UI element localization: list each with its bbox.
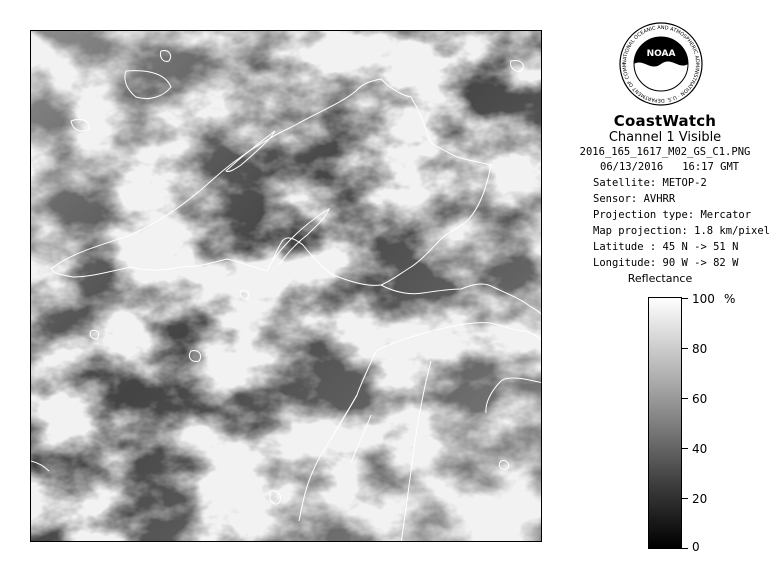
colorbar-tick	[682, 448, 688, 449]
acquisition-date: 06/13/2016	[600, 161, 664, 173]
image-filename: 2016_165_1617_M02_GS_C1.PNG	[579, 146, 751, 158]
projection-type-line: Projection type: Mercator	[593, 209, 752, 221]
colorbar-unit: %	[724, 292, 736, 306]
colorbar-tick-label: 20	[692, 492, 708, 506]
colorbar-tick	[682, 498, 688, 499]
satellite-line: Satellite: METOP-2	[593, 177, 707, 189]
colorbar-tick	[682, 298, 688, 299]
satellite-image-icon	[31, 31, 542, 542]
sensor-line: Sensor: AVHRR	[593, 193, 676, 205]
logo-text: NOAA	[646, 49, 676, 59]
logo-ring-text: NATIONAL OCEANIC AND ATMOSPHERIC ADMINISTRATION · U.S. DEPARTMENT OF COMM	[621, 24, 701, 104]
cloud-layer	[31, 31, 542, 542]
reflectance-colorbar	[648, 297, 682, 549]
longitude-line: Longitude: 90 W -> 82 W	[593, 257, 739, 269]
noaa-logo-icon	[619, 22, 703, 106]
acquisition-datetime	[600, 161, 739, 173]
channel-subtitle: Channel 1 Visible	[608, 130, 722, 145]
colorbar-tick-label: 100	[692, 292, 715, 306]
acquisition-time: 16:17 GMT	[682, 161, 740, 173]
product-title: CoastWatch	[613, 112, 717, 130]
latitude-line: Latitude : 45 N -> 51 N	[593, 241, 739, 253]
colorbar-tick-label: 80	[692, 342, 708, 356]
colorbar-tick	[682, 398, 688, 399]
colorbar-tick	[682, 348, 688, 349]
colorbar-title: Reflectance	[627, 272, 693, 285]
map-projection-line: Map projection: 1.8 km/pixel	[593, 225, 771, 237]
colorbar-tick	[682, 548, 688, 549]
colorbar-tick-label: 0	[692, 540, 700, 554]
colorbar-tick-label: 60	[692, 392, 708, 406]
colorbar-tick-label: 40	[692, 442, 708, 456]
satellite-map	[30, 30, 542, 542]
